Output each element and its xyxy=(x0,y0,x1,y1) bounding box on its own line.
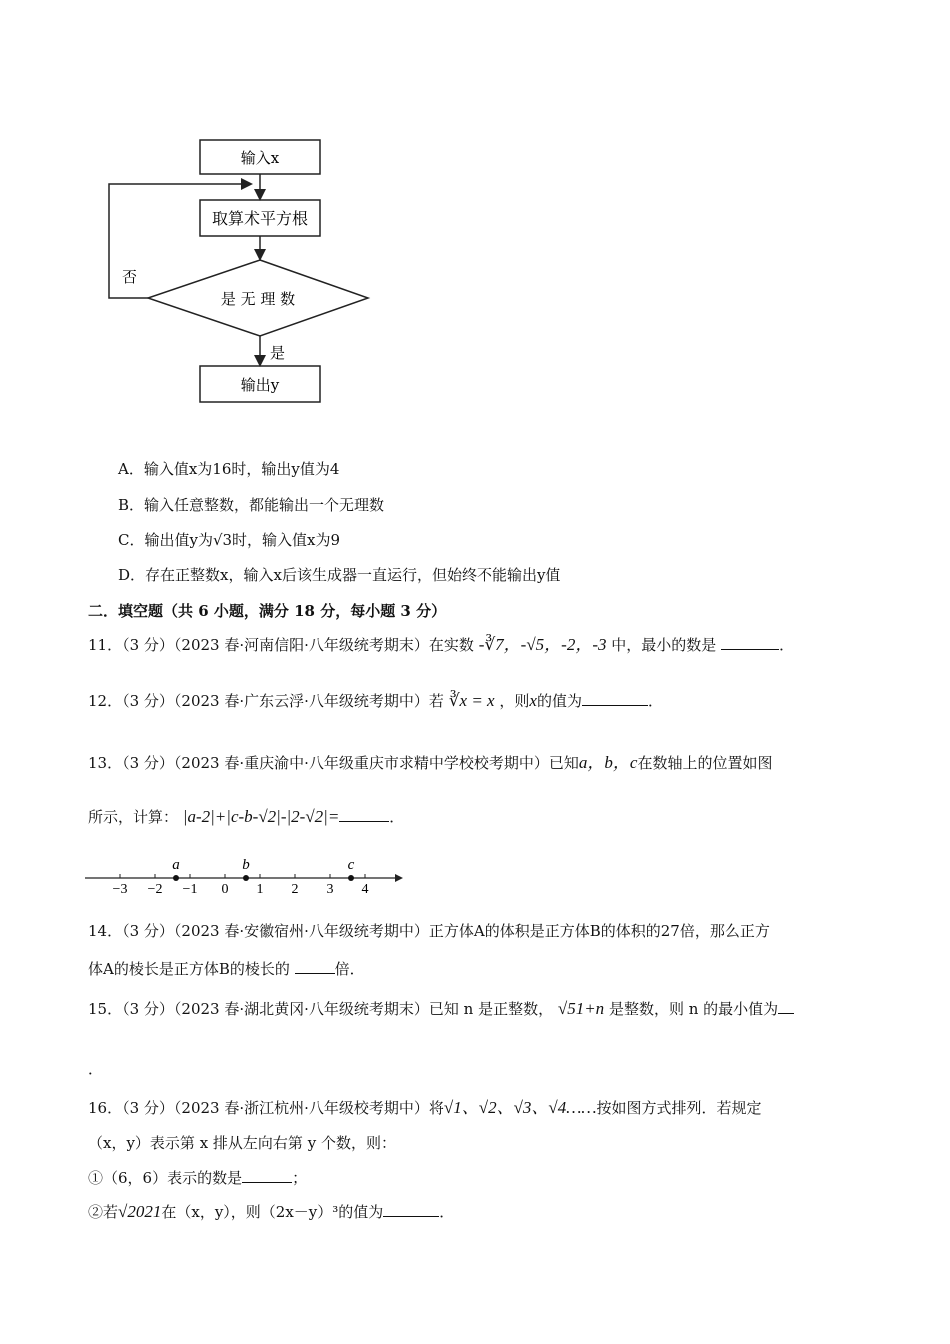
flowchart xyxy=(100,130,400,420)
input-box-label: 输入x xyxy=(240,149,280,167)
no-label: 否 xyxy=(122,268,138,286)
section-title: 二．填空题（共 6 小题，满分 18 分，每小题 3 分） xyxy=(88,602,447,620)
option-b: B．输入任意整数，都能输出一个无理数 xyxy=(118,496,385,514)
process-box-label: 取算术平方根 xyxy=(211,209,309,228)
yes-label: 是 xyxy=(270,344,286,362)
question-16-line2: （x，y）表示第 x 排从左向右第 y 个数，则： xyxy=(88,1134,396,1152)
number-line-tick-label: 2 xyxy=(291,882,299,895)
question-15-end: ． xyxy=(88,1060,104,1078)
decision-label: 是 无 理 数 xyxy=(220,290,296,308)
option-d: D．存在正整数x，输入x后该生成器一直运行，但始终不能输出y值 xyxy=(118,566,561,584)
output-box-label: 输出y xyxy=(240,376,280,394)
number-line xyxy=(85,855,405,895)
number-line-tick-label: 0 xyxy=(221,882,229,895)
question-16-line3: ①（6，6）表示的数是 ； xyxy=(88,1169,308,1187)
question-16-line4: ②若√2021在（x，y），则（2x－y）³的值为 ． xyxy=(88,1202,455,1221)
number-line-point-a xyxy=(173,875,179,881)
question-11: 11．（3 分）（2023 春·河南信阳·八年级统考期末）在实数 -∛7，-√5，-2，-3 中，最小的数是 ． xyxy=(88,635,795,654)
number-line-tick-label: 3 xyxy=(326,882,334,895)
number-line-tick-label: −3 xyxy=(112,882,128,895)
question-15: 15．（3 分）（2023 春·湖北黄冈·八年级统考期末）已知 n 是正整数， √51+n 是整数，则 n 的最小值为 xyxy=(88,998,794,1019)
number-line-tick-label: 1 xyxy=(256,882,264,895)
question-14: 14．（3 分）（2023 春·安徽宿州·八年级统考期中）正方体A的体积是正方体B的体积的27倍，那么正方 xyxy=(88,922,770,940)
number-line-tick-label: −2 xyxy=(147,882,163,895)
question-16: 16．（3 分）（2023 春·浙江杭州·八年级校考期中）将√1、√2、√3、√4……按如图方式排列．若规定 xyxy=(88,1098,762,1117)
number-line-point-label-c: c xyxy=(347,857,355,873)
question-14-line2: 体A的棱长是正方体B的棱长的 倍． xyxy=(88,960,365,978)
question-13: 13．（3 分）（2023 春·重庆渝中·八年级重庆市求精中学校校考期中）已知a，b，c在数轴上的位置如图 xyxy=(88,753,773,772)
number-line-tick-label: −1 xyxy=(182,882,198,895)
number-line-tick-label: 4 xyxy=(361,882,369,895)
number-line-point-label-b: b xyxy=(242,857,250,873)
question-12: 12．（3 分）（2023 春·广东云浮·八年级统考期中）若 ∛x = x ，则x的值为 ． xyxy=(88,691,663,710)
number-line-point-label-a: a xyxy=(172,857,180,873)
option-c: C．输出值y为√3时，输入值x为9 xyxy=(118,531,341,549)
question-13-line2: 所示，计算： |a-2|+|c-b-√2|-|2-√2|= ． xyxy=(88,807,405,826)
number-line-point-b xyxy=(243,875,249,881)
option-a: A．输入值x为16时，输出y值为4 xyxy=(118,460,340,478)
number-line-point-c xyxy=(348,875,354,881)
